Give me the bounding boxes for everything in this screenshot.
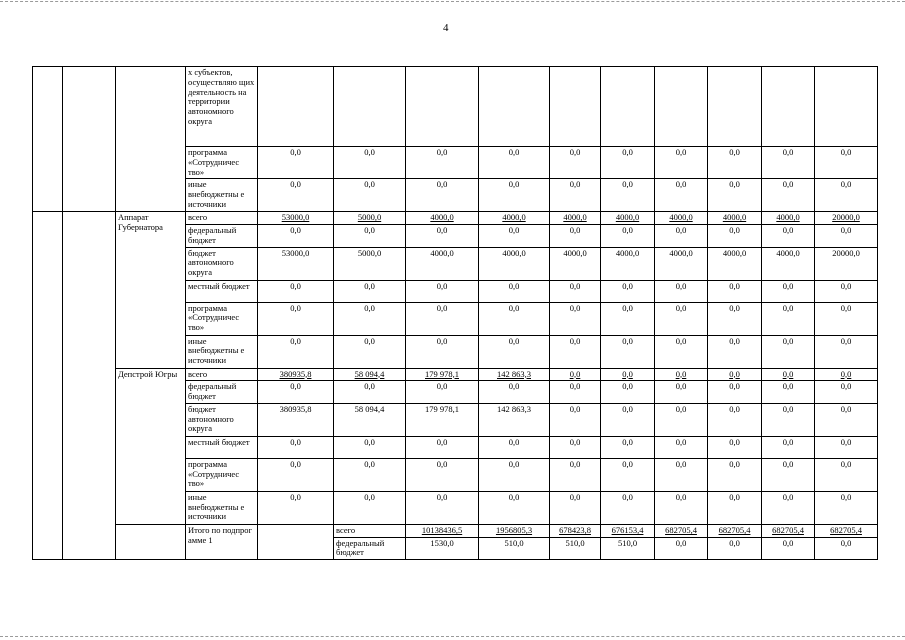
value-cell: 0,0 bbox=[258, 436, 334, 458]
value-cell: 0,0 bbox=[762, 280, 815, 302]
value-cell: 0,0 bbox=[762, 381, 815, 404]
value-cell: 0,0 bbox=[708, 458, 762, 491]
value-cell: 5000,0 bbox=[334, 212, 406, 225]
value-cell: 4000,0 bbox=[550, 247, 601, 280]
value-cell: 0,0 bbox=[708, 335, 762, 368]
value-cell: 0,0 bbox=[815, 491, 878, 524]
value-cell: 0,0 bbox=[815, 179, 878, 212]
value-cell: 0,0 bbox=[655, 491, 708, 524]
value-cell: 0,0 bbox=[479, 179, 550, 212]
value-cell: 0,0 bbox=[550, 147, 601, 179]
value-cell: 58 094,4 bbox=[334, 368, 406, 381]
value-cell: 0,0 bbox=[815, 403, 878, 436]
row-label: бюджет автономного округа bbox=[186, 403, 258, 436]
value-cell: 0,0 bbox=[406, 302, 479, 335]
value-cell: 0,0 bbox=[334, 179, 406, 212]
value-cell: 0,0 bbox=[479, 225, 550, 248]
value-cell: 0,0 bbox=[815, 280, 878, 302]
value-cell: 0,0 bbox=[815, 147, 878, 179]
value-cell: 0,0 bbox=[258, 302, 334, 335]
value-cell: 0,0 bbox=[655, 403, 708, 436]
value-cell: 4000,0 bbox=[762, 247, 815, 280]
value-cell: 0,0 bbox=[655, 458, 708, 491]
value-cell: 0,0 bbox=[601, 302, 655, 335]
value-cell: 0,0 bbox=[708, 280, 762, 302]
table-cell-empty bbox=[33, 67, 63, 212]
value-cell: 0,0 bbox=[601, 458, 655, 491]
value-cell: 0,0 bbox=[815, 436, 878, 458]
value-cell: 0,0 bbox=[601, 280, 655, 302]
value-cell bbox=[406, 67, 479, 147]
value-cell: 0,0 bbox=[708, 302, 762, 335]
row-label: иные внебюджетны е источники bbox=[186, 335, 258, 368]
value-cell: 0,0 bbox=[334, 302, 406, 335]
value-cell: 0,0 bbox=[655, 335, 708, 368]
value-cell: 58 094,4 bbox=[334, 403, 406, 436]
value-cell: 0,0 bbox=[601, 368, 655, 381]
value-cell: 4000,0 bbox=[550, 212, 601, 225]
table-cell-empty bbox=[63, 212, 116, 560]
value-cell: 0,0 bbox=[550, 458, 601, 491]
value-cell: 0,0 bbox=[550, 368, 601, 381]
row-label: всего bbox=[186, 368, 258, 381]
value-cell: 0,0 bbox=[655, 280, 708, 302]
value-cell: 0,0 bbox=[708, 368, 762, 381]
value-cell: 0,0 bbox=[550, 491, 601, 524]
value-cell: 676153,4 bbox=[601, 524, 655, 537]
value-cell: 0,0 bbox=[815, 335, 878, 368]
value-cell: 380935,8 bbox=[258, 368, 334, 381]
value-cell: 0,0 bbox=[655, 147, 708, 179]
value-cell: 0,0 bbox=[708, 179, 762, 212]
value-cell: 0,0 bbox=[334, 491, 406, 524]
value-cell: 4000,0 bbox=[601, 212, 655, 225]
row-label: федеральный бюджет bbox=[186, 381, 258, 404]
top-scan-edge bbox=[0, 1, 905, 2]
value-cell: 0,0 bbox=[479, 147, 550, 179]
value-cell: 0,0 bbox=[815, 225, 878, 248]
value-cell: 678423,8 bbox=[550, 524, 601, 537]
value-cell: 0,0 bbox=[762, 302, 815, 335]
value-cell: 1956805,3 bbox=[479, 524, 550, 537]
value-cell: 0,0 bbox=[479, 436, 550, 458]
value-cell: 4000,0 bbox=[406, 247, 479, 280]
value-cell: 0,0 bbox=[334, 436, 406, 458]
table-cell-empty bbox=[258, 524, 334, 559]
value-cell bbox=[550, 67, 601, 147]
value-cell: 142 863,3 bbox=[479, 403, 550, 436]
value-cell: 0,0 bbox=[550, 179, 601, 212]
value-cell: 0,0 bbox=[815, 302, 878, 335]
value-cell: 0,0 bbox=[762, 436, 815, 458]
value-cell: 510,0 bbox=[479, 537, 550, 560]
value-cell: 0,0 bbox=[334, 458, 406, 491]
value-cell: 0,0 bbox=[334, 280, 406, 302]
value-cell: 0,0 bbox=[762, 537, 815, 560]
value-cell: 142 863,3 bbox=[479, 368, 550, 381]
value-cell: 4000,0 bbox=[601, 247, 655, 280]
value-cell: 4000,0 bbox=[655, 247, 708, 280]
table-cell-empty bbox=[63, 67, 116, 212]
table-row bbox=[33, 212, 878, 225]
value-cell bbox=[815, 67, 878, 147]
value-cell: 4000,0 bbox=[479, 247, 550, 280]
value-cell: 0,0 bbox=[334, 147, 406, 179]
value-cell: 0,0 bbox=[601, 335, 655, 368]
value-cell: 0,0 bbox=[762, 335, 815, 368]
value-cell: 0,0 bbox=[550, 403, 601, 436]
value-cell: 0,0 bbox=[550, 335, 601, 368]
value-cell: 0,0 bbox=[655, 179, 708, 212]
value-cell: 10138436,5 bbox=[406, 524, 479, 537]
value-cell: 0,0 bbox=[708, 436, 762, 458]
value-cell: 0,0 bbox=[708, 381, 762, 404]
value-cell: 0,0 bbox=[479, 302, 550, 335]
value-cell: 380935,8 bbox=[258, 403, 334, 436]
value-cell: 0,0 bbox=[762, 458, 815, 491]
value-cell: 0,0 bbox=[708, 537, 762, 560]
value-cell bbox=[479, 67, 550, 147]
value-cell: 53000,0 bbox=[258, 212, 334, 225]
value-cell: 0,0 bbox=[334, 225, 406, 248]
total-name: Итого по подпрог амме 1 bbox=[186, 524, 258, 559]
value-cell: 0,0 bbox=[258, 458, 334, 491]
value-cell: 0,0 bbox=[406, 381, 479, 404]
value-cell: 0,0 bbox=[479, 491, 550, 524]
value-cell: 0,0 bbox=[406, 280, 479, 302]
value-cell: 0,0 bbox=[258, 491, 334, 524]
value-cell: 4000,0 bbox=[708, 212, 762, 225]
row-label: иные внебюджетны е источники bbox=[186, 179, 258, 212]
value-cell: 0,0 bbox=[601, 491, 655, 524]
value-cell: 0,0 bbox=[550, 225, 601, 248]
value-cell: 0,0 bbox=[601, 147, 655, 179]
table-cell-empty bbox=[33, 212, 63, 560]
page-number: 4 bbox=[443, 22, 449, 34]
budget-table-body bbox=[33, 67, 878, 560]
row-label: программа «Сотрудничес тво» bbox=[186, 458, 258, 491]
value-cell bbox=[655, 67, 708, 147]
value-cell: 0,0 bbox=[655, 537, 708, 560]
value-cell: 179 978,1 bbox=[406, 368, 479, 381]
department-name: Депстрой Югры bbox=[116, 368, 186, 524]
value-cell bbox=[708, 67, 762, 147]
value-cell: 0,0 bbox=[815, 458, 878, 491]
row-label: местный бюджет bbox=[186, 436, 258, 458]
value-cell: 0,0 bbox=[258, 225, 334, 248]
value-cell: 1530,0 bbox=[406, 537, 479, 560]
value-cell: 0,0 bbox=[258, 280, 334, 302]
value-cell: 0,0 bbox=[601, 381, 655, 404]
value-cell: 0,0 bbox=[334, 381, 406, 404]
value-cell: 0,0 bbox=[601, 403, 655, 436]
value-cell: 0,0 bbox=[479, 381, 550, 404]
value-cell: 0,0 bbox=[655, 302, 708, 335]
value-cell: 510,0 bbox=[550, 537, 601, 560]
value-cell: 0,0 bbox=[406, 147, 479, 179]
value-cell: 0,0 bbox=[479, 280, 550, 302]
value-cell: 0,0 bbox=[815, 537, 878, 560]
value-cell: 682705,4 bbox=[655, 524, 708, 537]
table-row bbox=[33, 368, 878, 381]
value-cell: 5000,0 bbox=[334, 247, 406, 280]
value-cell: 0,0 bbox=[601, 179, 655, 212]
value-cell: 4000,0 bbox=[708, 247, 762, 280]
value-cell: 0,0 bbox=[708, 491, 762, 524]
value-cell: 4000,0 bbox=[762, 212, 815, 225]
value-cell: 0,0 bbox=[258, 179, 334, 212]
value-cell: 0,0 bbox=[406, 335, 479, 368]
value-cell: 0,0 bbox=[708, 403, 762, 436]
value-cell: 0,0 bbox=[406, 458, 479, 491]
row-label: местный бюджет bbox=[186, 280, 258, 302]
value-cell bbox=[601, 67, 655, 147]
value-cell: 682705,4 bbox=[815, 524, 878, 537]
value-cell: 0,0 bbox=[479, 458, 550, 491]
value-cell: 0,0 bbox=[334, 335, 406, 368]
value-cell bbox=[258, 67, 334, 147]
value-cell: 0,0 bbox=[479, 335, 550, 368]
table-cell-empty bbox=[116, 67, 186, 212]
value-cell: 0,0 bbox=[762, 403, 815, 436]
row-label: х субъектов, осуществляю щих деятельность на территории автономного округа bbox=[186, 67, 258, 147]
value-cell: 0,0 bbox=[762, 491, 815, 524]
row-label: бюджет автономного округа bbox=[186, 247, 258, 280]
value-cell: 0,0 bbox=[762, 179, 815, 212]
value-cell: 0,0 bbox=[550, 436, 601, 458]
row-label: программа «Сотрудничес тво» bbox=[186, 147, 258, 179]
value-cell: 0,0 bbox=[258, 381, 334, 404]
value-cell: 0,0 bbox=[655, 381, 708, 404]
table-row bbox=[33, 524, 878, 537]
value-cell: 682705,4 bbox=[762, 524, 815, 537]
value-cell: 0,0 bbox=[406, 179, 479, 212]
value-cell: 0,0 bbox=[708, 147, 762, 179]
value-cell: 0,0 bbox=[406, 225, 479, 248]
value-cell: 0,0 bbox=[815, 381, 878, 404]
value-cell: 0,0 bbox=[406, 491, 479, 524]
value-cell: 20000,0 bbox=[815, 212, 878, 225]
value-cell: 0,0 bbox=[258, 147, 334, 179]
table-row bbox=[33, 67, 878, 147]
budget-table bbox=[32, 66, 878, 560]
row-label: всего bbox=[186, 212, 258, 225]
row-label: всего bbox=[334, 524, 406, 537]
department-name: Аппарат Губернатора bbox=[116, 212, 186, 368]
value-cell: 0,0 bbox=[550, 381, 601, 404]
value-cell: 0,0 bbox=[762, 368, 815, 381]
value-cell: 0,0 bbox=[550, 302, 601, 335]
value-cell: 0,0 bbox=[655, 225, 708, 248]
value-cell: 0,0 bbox=[655, 368, 708, 381]
value-cell: 0,0 bbox=[550, 280, 601, 302]
value-cell: 0,0 bbox=[258, 335, 334, 368]
table-cell-empty bbox=[116, 524, 186, 559]
row-label: иные внебюджетны е источники bbox=[186, 491, 258, 524]
value-cell bbox=[762, 67, 815, 147]
row-label: программа «Сотрудничес тво» bbox=[186, 302, 258, 335]
value-cell: 4000,0 bbox=[406, 212, 479, 225]
value-cell: 0,0 bbox=[762, 225, 815, 248]
value-cell: 0,0 bbox=[655, 436, 708, 458]
value-cell: 0,0 bbox=[601, 225, 655, 248]
value-cell: 0,0 bbox=[601, 436, 655, 458]
value-cell: 0,0 bbox=[406, 436, 479, 458]
value-cell: 682705,4 bbox=[708, 524, 762, 537]
value-cell: 0,0 bbox=[708, 225, 762, 248]
value-cell: 20000,0 bbox=[815, 247, 878, 280]
value-cell bbox=[334, 67, 406, 147]
row-label: федеральный бюджет bbox=[334, 537, 406, 560]
value-cell: 510,0 bbox=[601, 537, 655, 560]
value-cell: 53000,0 bbox=[258, 247, 334, 280]
value-cell: 179 978,1 bbox=[406, 403, 479, 436]
value-cell: 0,0 bbox=[762, 147, 815, 179]
bottom-scan-edge bbox=[0, 636, 905, 637]
value-cell: 4000,0 bbox=[479, 212, 550, 225]
row-label: федеральный бюджет bbox=[186, 225, 258, 248]
value-cell: 4000,0 bbox=[655, 212, 708, 225]
value-cell: 0,0 bbox=[815, 368, 878, 381]
